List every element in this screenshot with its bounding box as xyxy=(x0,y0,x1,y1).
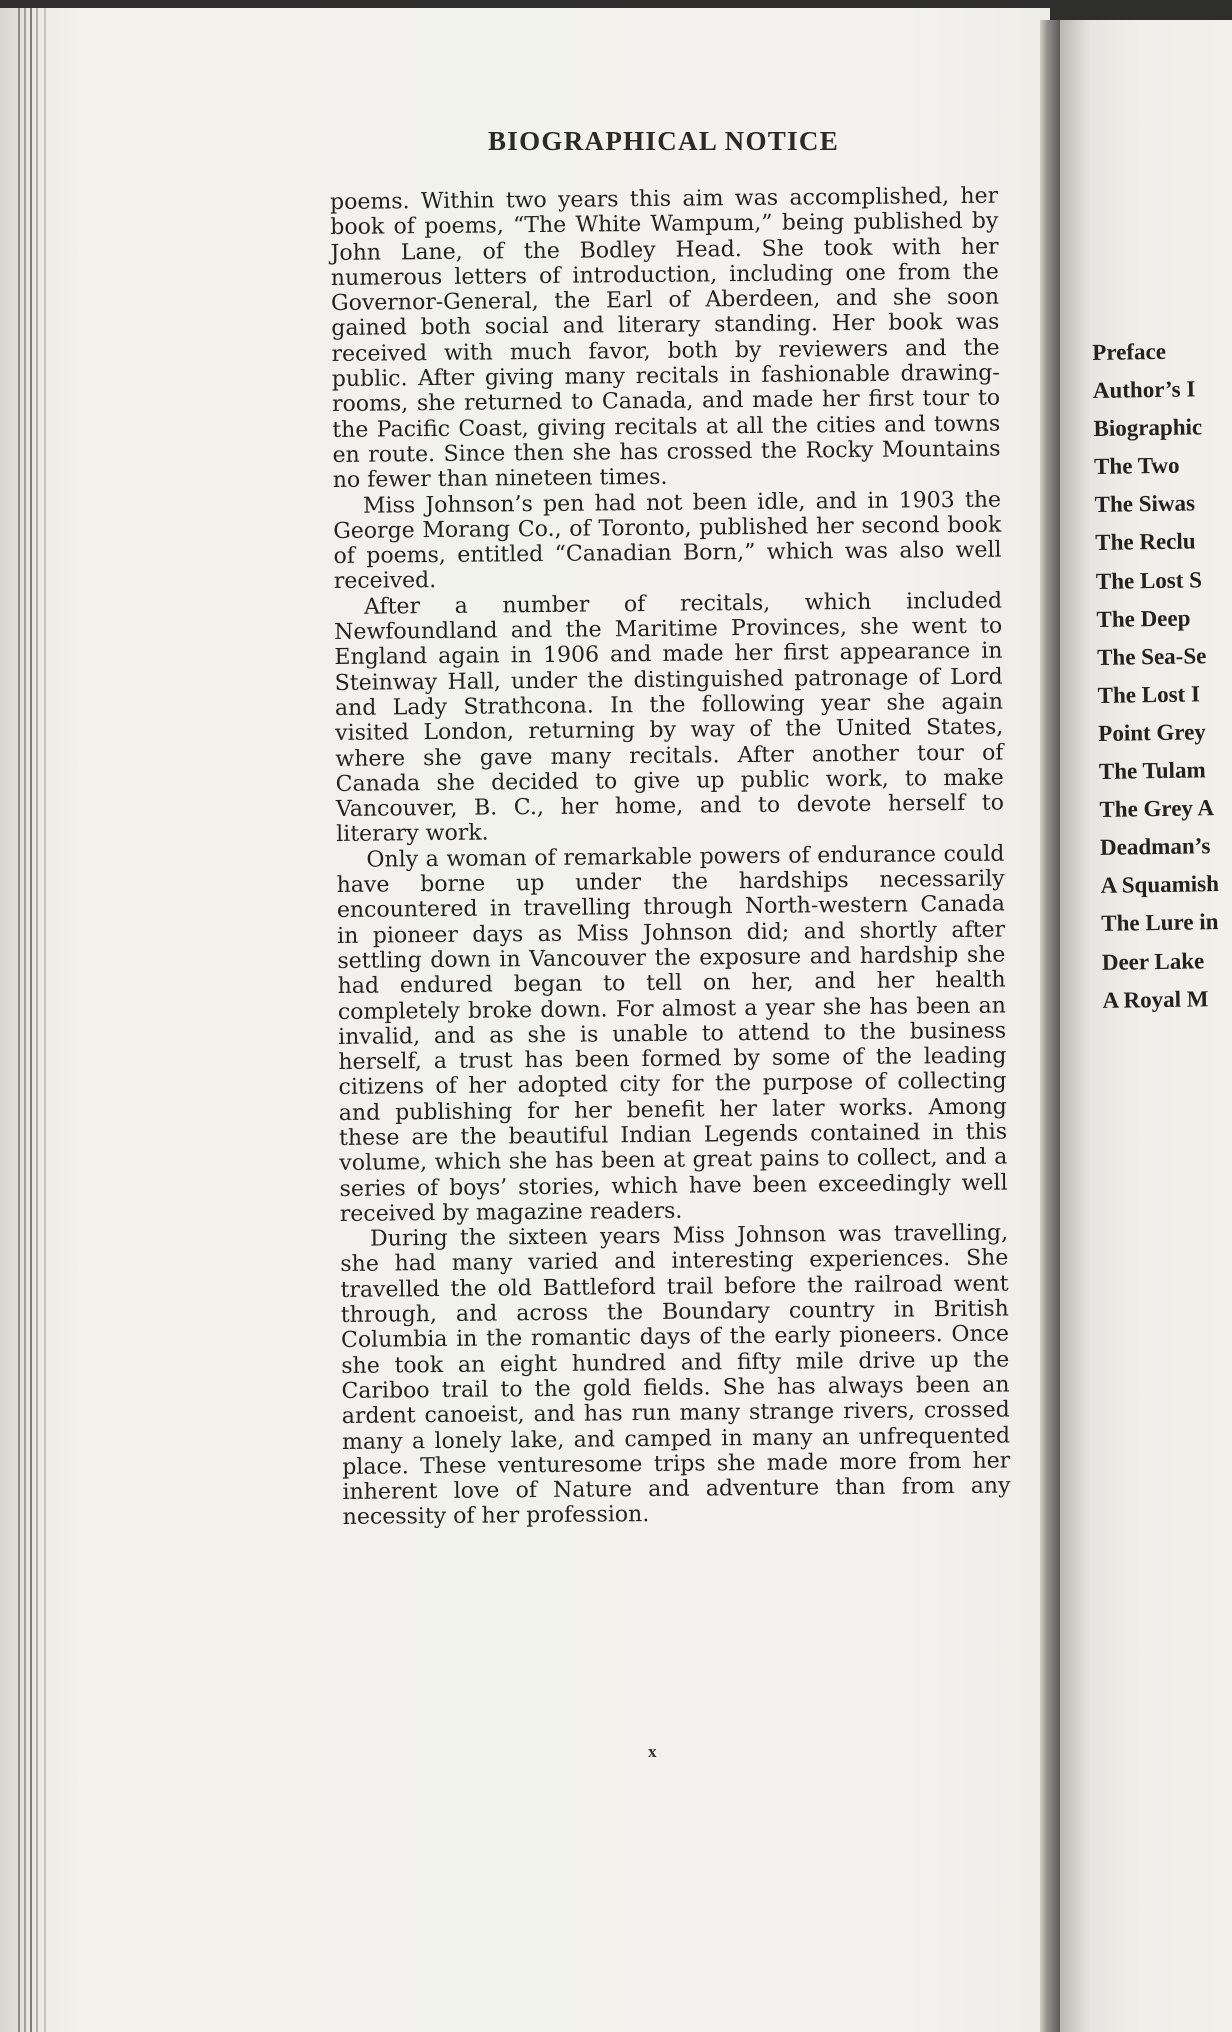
toc-entry: The Two xyxy=(1093,452,1180,480)
contents-list xyxy=(1092,331,1232,1019)
paragraph-3: After a number of recitals, which included Newfoundland and the Maritime Provinces, she went to England again in 1906 and made her first appearance in Steinway Hall, under the distinguished patronage of Lord and Lady Strathcona. In the following year she again visited London, returning by way of the United States, where she gave many recitals. After another tour of Canada she decided to give up public work, to make Vancouver, B. C., her home, and to devote herself to literary work. xyxy=(334,588,1005,848)
toc-entry: The Grey A xyxy=(1099,795,1215,823)
paragraph-2: Miss Johnson’s pen had not been idle, and in 1903 the George Morang Co., of Toronto, published her second book of poems, entitled “Canadian Born,” which was also well received. xyxy=(333,487,1002,595)
toc-entry: Deer Lake xyxy=(1101,947,1205,975)
page-number: x xyxy=(648,1742,657,1761)
page-edges xyxy=(14,8,74,2032)
toc-entry: The Lost S xyxy=(1095,566,1203,594)
toc-entry: Author’s I xyxy=(1092,376,1196,404)
toc-entry: The Lost I xyxy=(1097,681,1201,708)
paragraph-1: poems. Within two years this aim was accomplished, her book of poems, “The White Wampum,” being published by John Lane, of the Bodley Head. She took with her numerous letters of introduction, including one from the Governor-General, the Earl of Aberdeen, and she soon gained both social and literary standing. Her book was received with much favor, both by reviewers and the public. After giving many recitals in fashionable drawing-rooms, she returned to Canada, and made her first tour to the Pacific Coast, giving recitals at all the cities and towns en route. Since then she has crossed the Rocky Mountains no fewer than nineteen times. xyxy=(330,183,1001,494)
right-page xyxy=(1060,20,1232,2032)
paragraph-4: Only a woman of remarkable powers of endurance could have borne up under the hardships necessarily encountered in travelling through North-western Canada in pioneer days as Miss Johnson did; and shortly after settling down in Vancouver the exposure and hardship she had endured began to tell on her, and her health completely broke down. For almost a year she has been an invalid, and as she is unable to attend to the business herself, a trust has been formed by some of the leading citizens of her adopted city for the purpose of collecting and publishing for her benefit her later works. Among these are the beautiful Indian Legends contained in this volume, which she has been at great pains to collect, and a series of boys’ stories, which have been exceedingly well received by magazine readers. xyxy=(336,841,1008,1227)
toc-entry: A Squamish xyxy=(1100,871,1220,899)
toc-entry: The Siwas xyxy=(1094,490,1196,518)
toc-entry: The Lure in xyxy=(1101,909,1219,937)
toc-entry: Point Grey xyxy=(1098,719,1207,746)
toc-entry: Preface xyxy=(1092,338,1167,365)
paragraph-5: During the sixteen years Miss Johnson was travelling, she had many varied and interesting experiences. She travelled the old Battleford trail before the railroad went through, and across the Boundary country in British Columbia in the romantic days of the early pioneers. Once she took an eight hundred and fifty mile drive up the Cariboo trail to the gold fields. She has always been an ardent canoeist, and has run many strange rivers, crossed many a lonely lake, and camped in many an unfrequented place. These venturesome trips she made more from her inherent love of Nature and adventure than from any necessity of her profession. xyxy=(340,1220,1011,1531)
toc-entry: The Tulam xyxy=(1098,757,1206,784)
biographical-text xyxy=(330,184,1011,1531)
toc-entry: A Royal M xyxy=(1102,985,1209,1013)
toc-entry: The Sea-Se xyxy=(1096,642,1207,670)
toc-entry: Deadman’s xyxy=(1099,833,1211,861)
toc-entry: The Reclu xyxy=(1095,528,1196,556)
page-heading: BIOGRAPHICAL NOTICE xyxy=(488,126,840,156)
toc-entry: Biographic xyxy=(1093,414,1203,442)
book-gutter xyxy=(1040,20,1060,2032)
toc-entry: The Deep xyxy=(1096,605,1191,632)
